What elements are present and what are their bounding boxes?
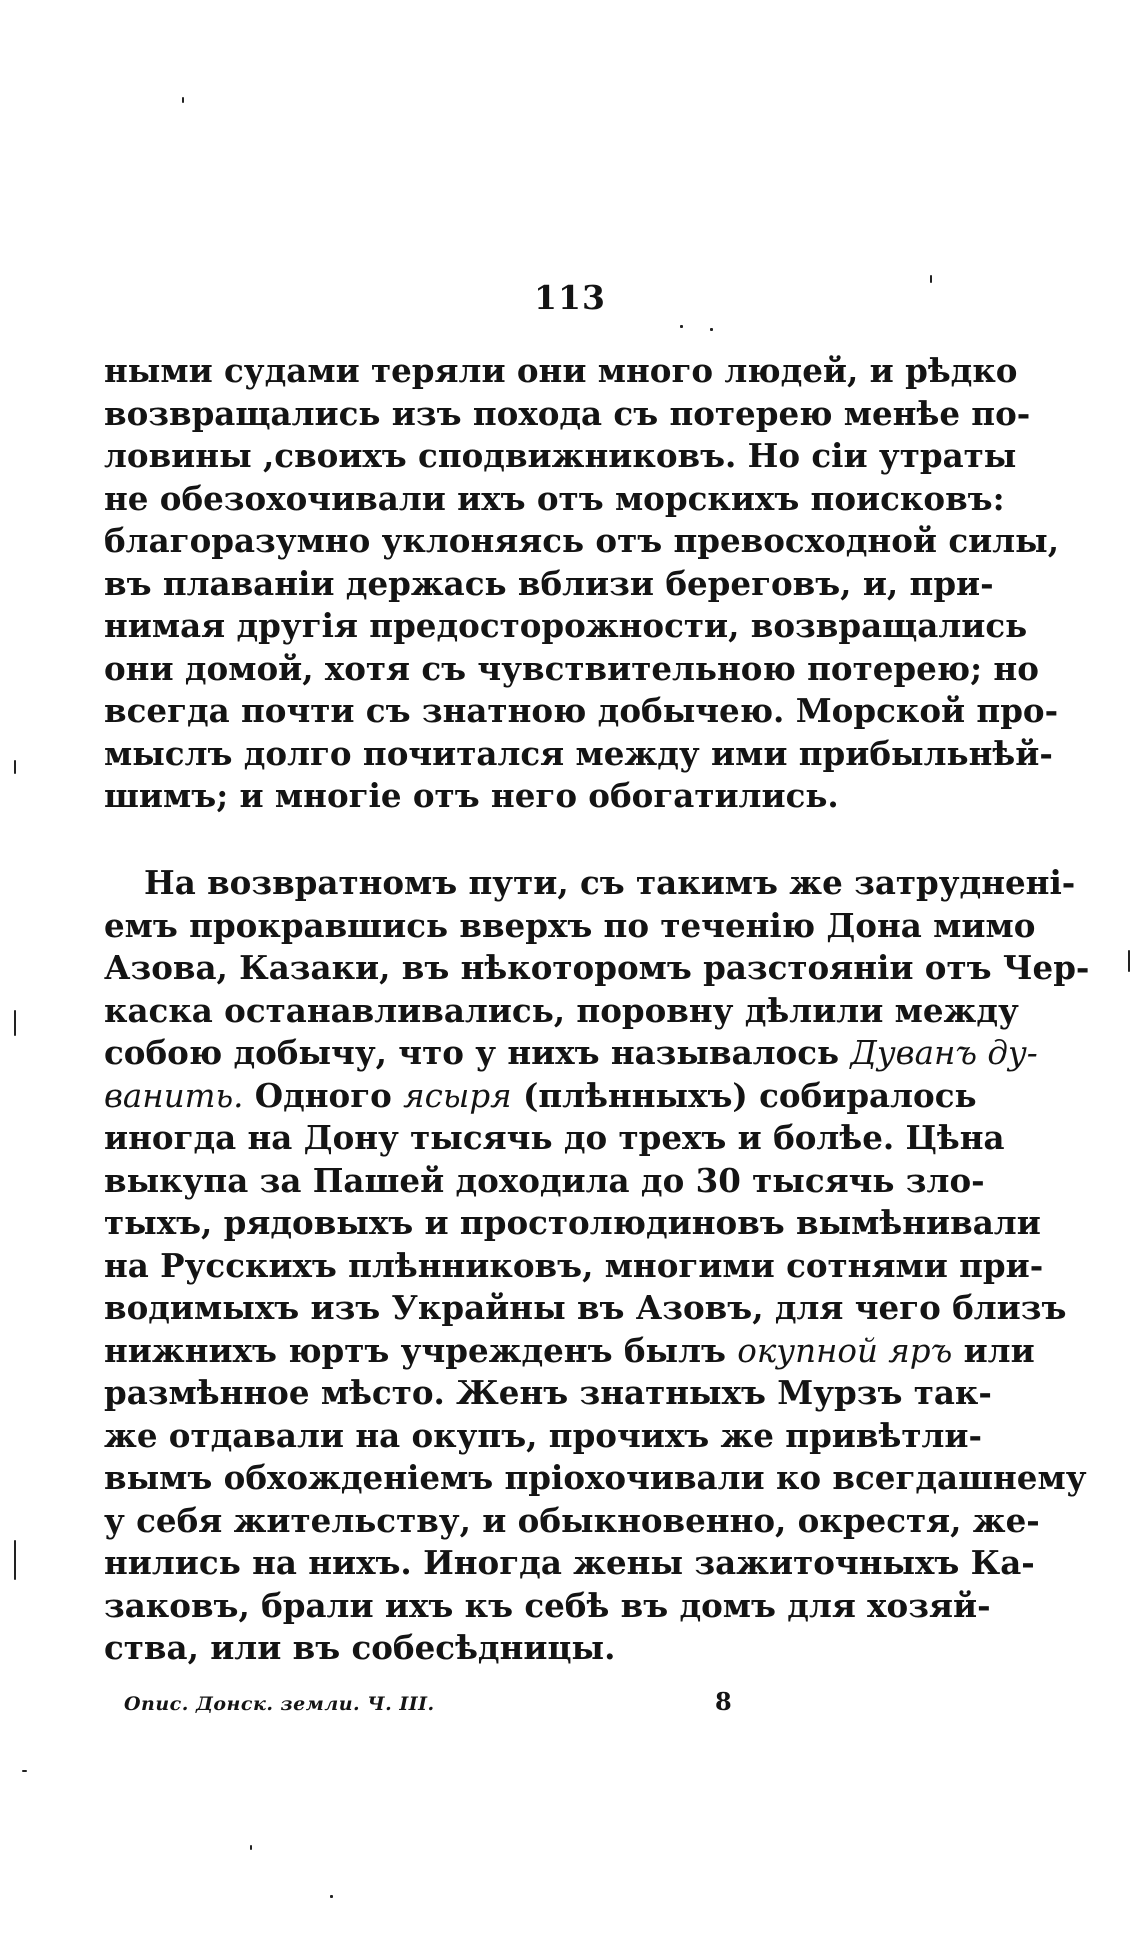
text-line: Азова, Казаки, въ нѣкоторомъ разстояніи отъ Чер- — [104, 948, 1090, 987]
text-line: тыхъ, рядовыхъ и простолюдиновъ вымѣнивали — [104, 1203, 1041, 1242]
text-line — [104, 1075, 977, 1118]
text-line: ловины ,своихъ сподвижниковъ. Но сіи утраты — [104, 436, 1017, 475]
text-line — [104, 1330, 1035, 1373]
scan-speck — [1128, 950, 1130, 972]
text-line: шимъ; и многіе отъ него обогатились. — [104, 776, 839, 815]
text-segment: нижнихъ юртъ учрежденъ былъ — [104, 1330, 738, 1370]
italic-term: ясыря — [403, 1076, 512, 1115]
scan-speck — [930, 275, 932, 283]
text-line — [104, 1032, 1038, 1075]
footer-signature: Опис. Донск. земли. Ч. III. — [124, 1693, 435, 1715]
text-line: вымъ обхожденіемъ пріохочивали ко всегдашнему — [104, 1458, 1087, 1497]
scan-speck — [14, 1540, 16, 1580]
text-line: иногда на Дону тысячь до трехъ и болѣе. Цѣна — [104, 1118, 1005, 1157]
text-line: заковъ, брали ихъ къ себѣ въ домъ для хозяй- — [104, 1585, 991, 1625]
text-line: всегда почти съ знатною добычею. Морской про- — [104, 691, 1059, 730]
scan-speck — [710, 328, 713, 331]
text-line: не обезохочивали ихъ отъ морскихъ поисковъ: — [104, 478, 1005, 518]
scan-speck — [330, 1895, 333, 1898]
text-segment: (плѣнныхъ) собиралось — [511, 1075, 977, 1115]
text-line: они домой, хотя съ чувствительною потерею; но — [104, 648, 1039, 688]
text-line: нимая другія предосторожности, возвращались — [104, 606, 1028, 645]
text-segment: Одного — [243, 1075, 404, 1115]
scan-speck — [14, 760, 16, 774]
text-line: размѣнное мѣсто. Женъ знатныхъ Мурзъ так- — [104, 1373, 992, 1412]
scan-speck — [250, 1845, 252, 1850]
italic-term: ванить. — [104, 1076, 244, 1115]
text-line: каска останавливались, поровну дѣлили между — [104, 990, 1019, 1030]
text-line: ными судами теряли они много людей, и рѣдко — [104, 351, 1018, 390]
text-line: нились на нихъ. Иногда жены зажиточныхъ Ка- — [104, 1543, 1035, 1582]
text-line: въ плаваніи держась вблизи береговъ, и, при- — [104, 563, 994, 603]
text-line: водимыхъ изъ Украйны въ Азовъ, для чего близъ — [104, 1288, 1067, 1327]
text-line: возвращались изъ похода съ потерею менѣе по- — [104, 393, 1031, 433]
text-line: же отдавали на окупъ, прочихъ же привѣтли- — [104, 1415, 982, 1455]
text-line: емъ прокравшись вверхъ по теченію Дона мимо — [104, 905, 1036, 945]
page-number: 113 — [534, 278, 606, 317]
scan-speck — [22, 1770, 27, 1772]
text-line: ства, или въ собесѣдницы. — [104, 1628, 616, 1667]
text-line: благоразумно уклоняясь отъ превосходной силы, — [104, 521, 1060, 560]
text-line: у себя жительству, и обыкновенно, окрестя, же- — [104, 1500, 1040, 1540]
scan-speck — [680, 325, 683, 328]
paragraph-2 — [104, 862, 1090, 1670]
scan-speck — [14, 1010, 16, 1036]
text-segment: или — [952, 1330, 1035, 1370]
scan-speck — [182, 97, 184, 103]
italic-term: окупной яръ — [737, 1331, 953, 1370]
text-segment: собою добычу, что у нихъ называлось — [104, 1033, 851, 1072]
sheet-mark: 8 — [715, 1687, 732, 1716]
text-line: выкупа за Пашей доходила до 30 тысячь зло- — [104, 1160, 985, 1200]
paragraph-1 — [104, 350, 1060, 818]
text-line: На возвратномъ пути, съ такимъ же затрудненi- — [144, 863, 1076, 902]
text-line: на Русскихъ плѣнниковъ, многими сотнями при- — [104, 1245, 1044, 1285]
italic-term: Дуванъ ду- — [850, 1034, 1038, 1072]
text-line: мыслъ долго почитался между ими прибыльнѣй- — [104, 733, 1053, 773]
